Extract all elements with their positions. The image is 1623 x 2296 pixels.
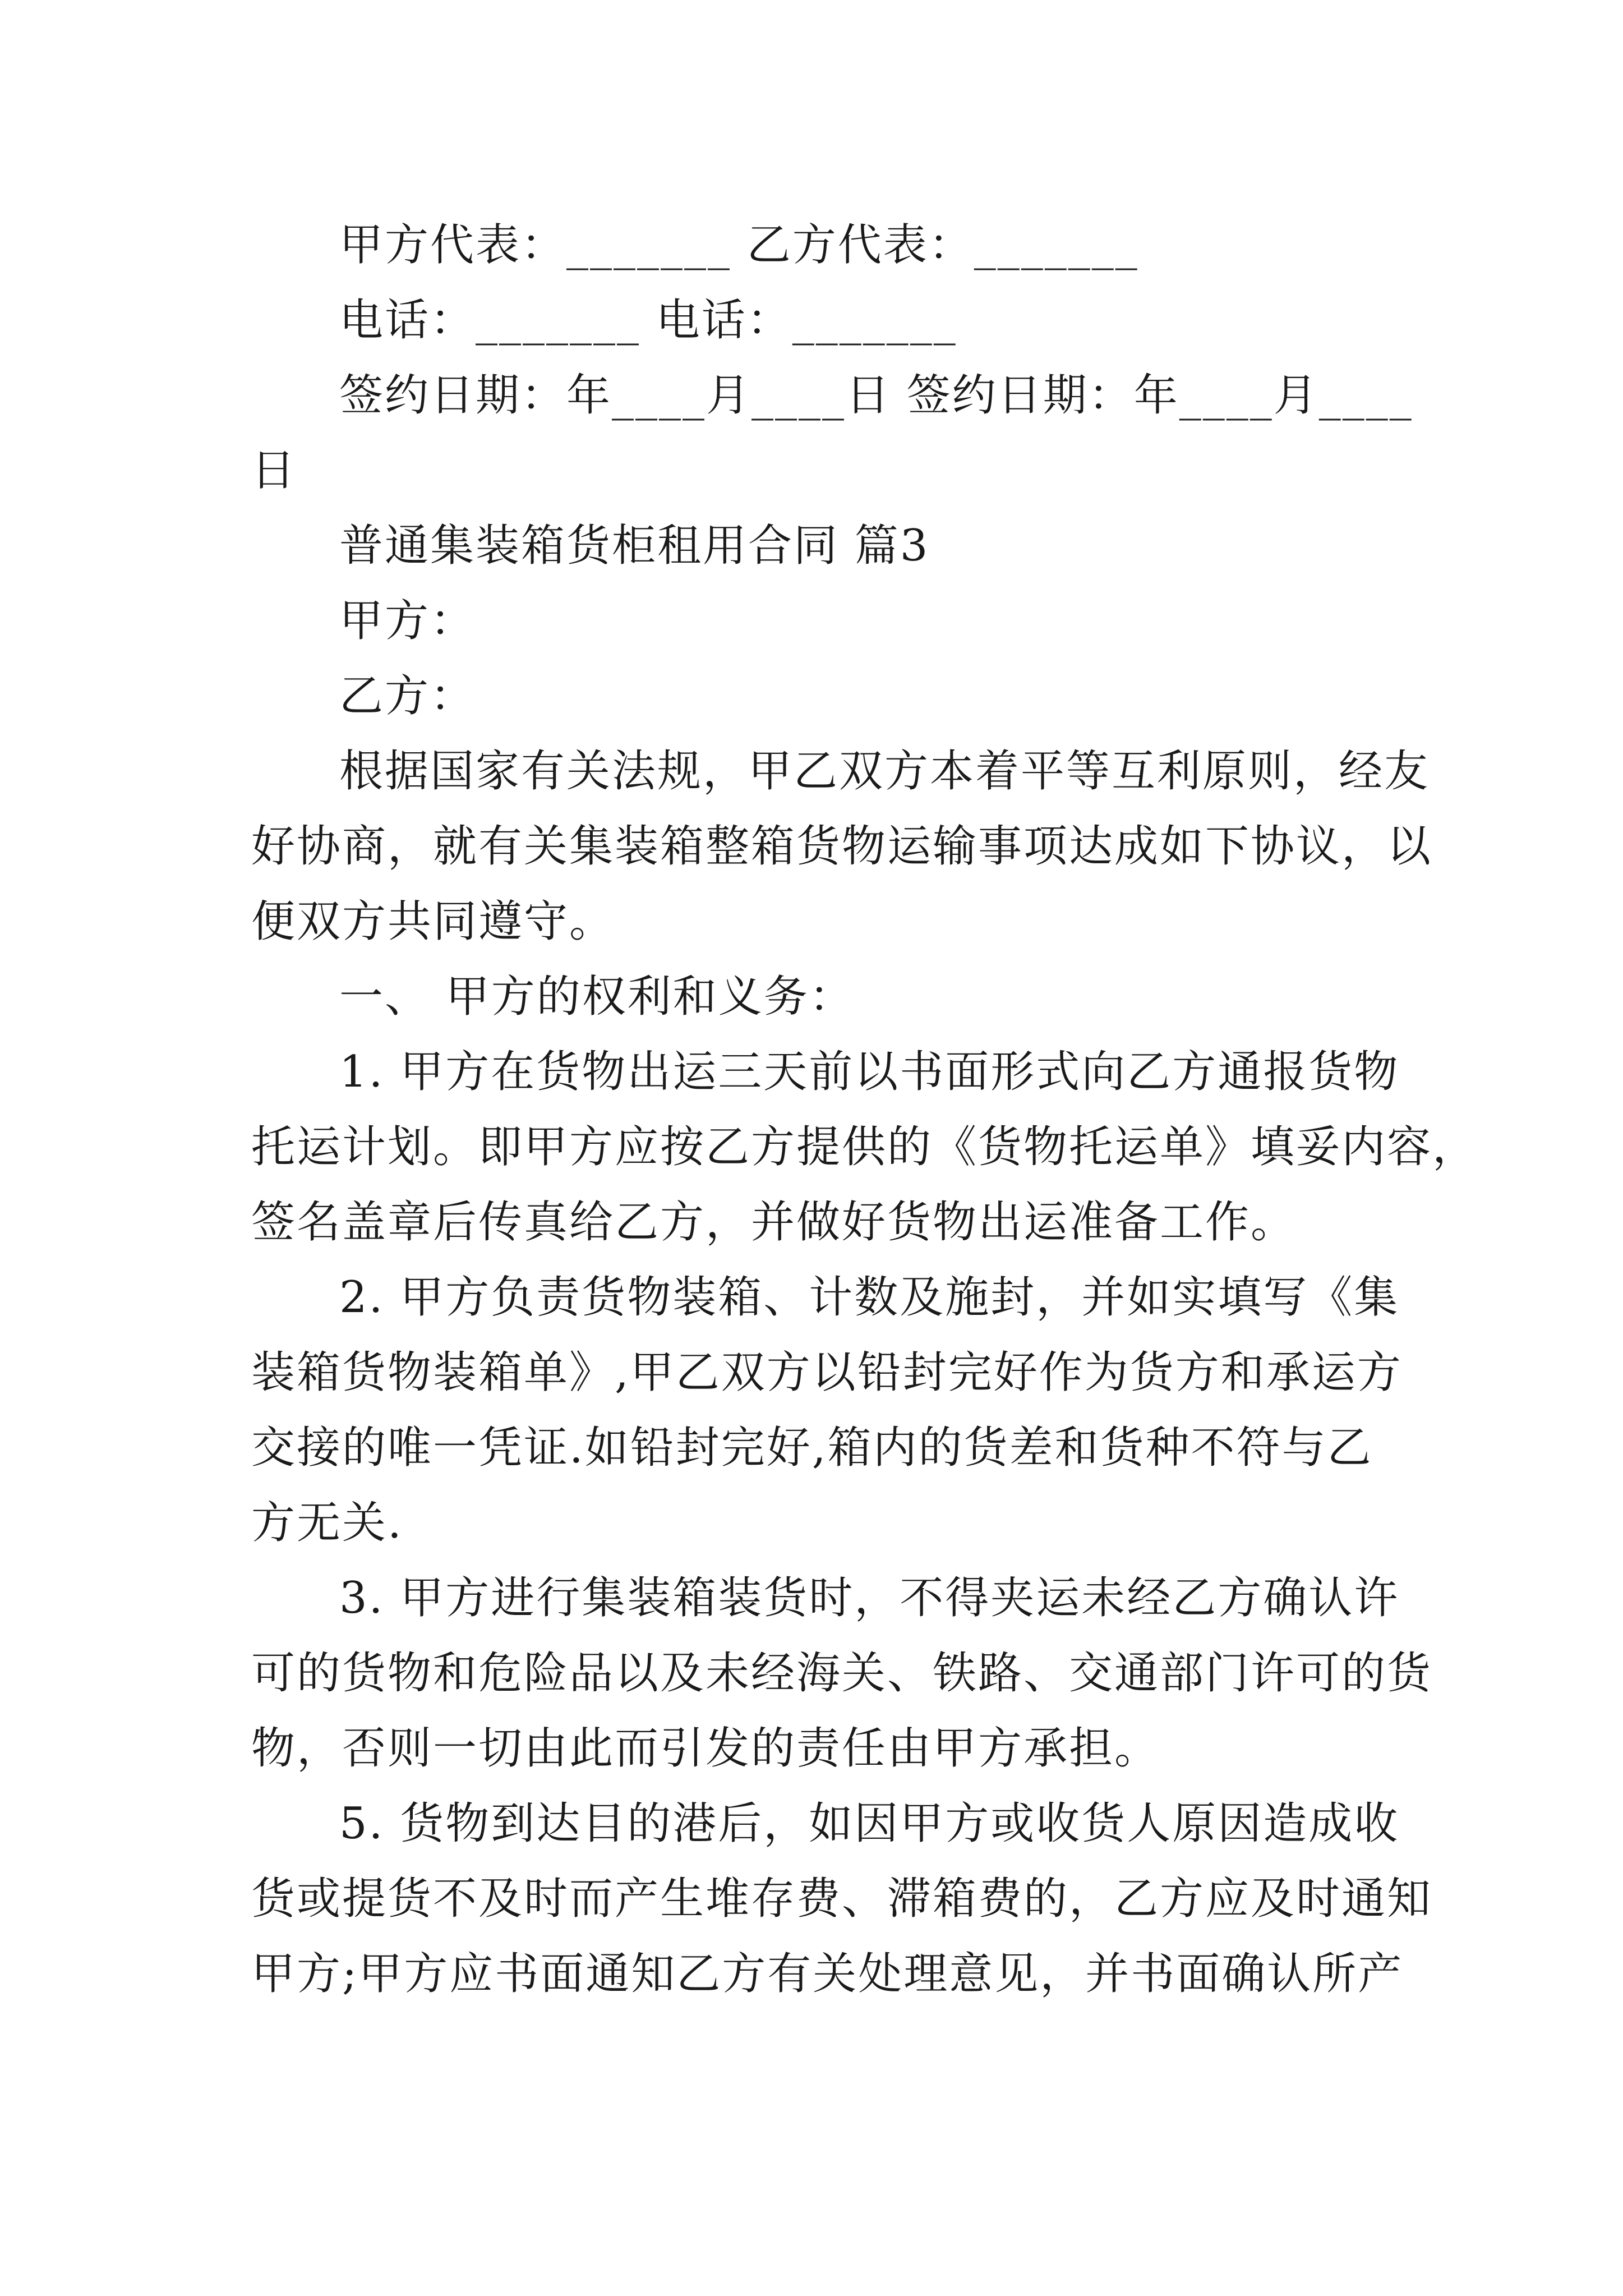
paragraph-line: 根据国家有关法规，甲乙双方本着平等互利原则，经友 — [339, 746, 1430, 797]
paragraph-line: 货或提货不及时而产生堆存费、滞箱费的，乙方应及时通知 — [251, 1874, 1433, 1924]
paragraph-line: 交接的唯一凭证.如铅封完好,箱内的货差和货种不符与乙 — [251, 1423, 1373, 1473]
signature-date-line: 签约日期：年____月____日 签约日期：年____月____ — [339, 370, 1413, 421]
section-title: 普通集装箱货柜租用合同 篇3 — [339, 521, 930, 571]
paragraph-line: 装箱货物装箱单》,甲乙双方以铅封完好作为货方和承运方 — [251, 1347, 1403, 1398]
paragraph-line: 2. 甲方负责货物装箱、计数及施封，并如实填写《集 — [339, 1272, 1400, 1323]
clause-heading: 一、 甲方的权利和义务： — [339, 972, 855, 1022]
paragraph-line: 托运计划。即甲方应按乙方提供的《货物托运单》填妥内容， — [251, 1122, 1478, 1172]
paragraph-line: 方无关. — [251, 1498, 403, 1548]
paragraph-line: 1. 甲方在货物出运三天前以书面形式向乙方通报货物 — [339, 1047, 1400, 1097]
paragraph-line: 3. 甲方进行集装箱装货时，不得夹运未经乙方确认许 — [339, 1573, 1400, 1623]
paragraph-line: 签名盖章后传真给乙方，并做好货物出运准备工作。 — [251, 1197, 1297, 1248]
paragraph-line: 便双方共同遵守。 — [251, 896, 615, 947]
party-a-line: 甲方： — [339, 596, 476, 646]
signature-phone-line: 电话：_______ 电话：_______ — [339, 295, 957, 346]
party-b-line: 乙方： — [339, 671, 476, 721]
signature-date-continuation: 日 — [251, 445, 297, 496]
paragraph-line: 可的货物和危险品以及未经海关、铁路、交通部门许可的货 — [251, 1648, 1433, 1699]
signature-rep-line: 甲方代表：_______ 乙方代表：_______ — [339, 220, 1139, 270]
paragraph-line: 物，否则一切由此而引发的责任由甲方承担。 — [251, 1723, 1160, 1774]
paragraph-line: 好协商，就有关集装箱整箱货物运输事项达成如下协议，以 — [251, 821, 1433, 872]
paragraph-line: 5. 货物到达目的港后，如因甲方或收货人原因造成收 — [339, 1798, 1400, 1849]
paragraph-line: 甲方;甲方应书面通知乙方有关处理意见，并书面确认所产 — [251, 1949, 1404, 1999]
